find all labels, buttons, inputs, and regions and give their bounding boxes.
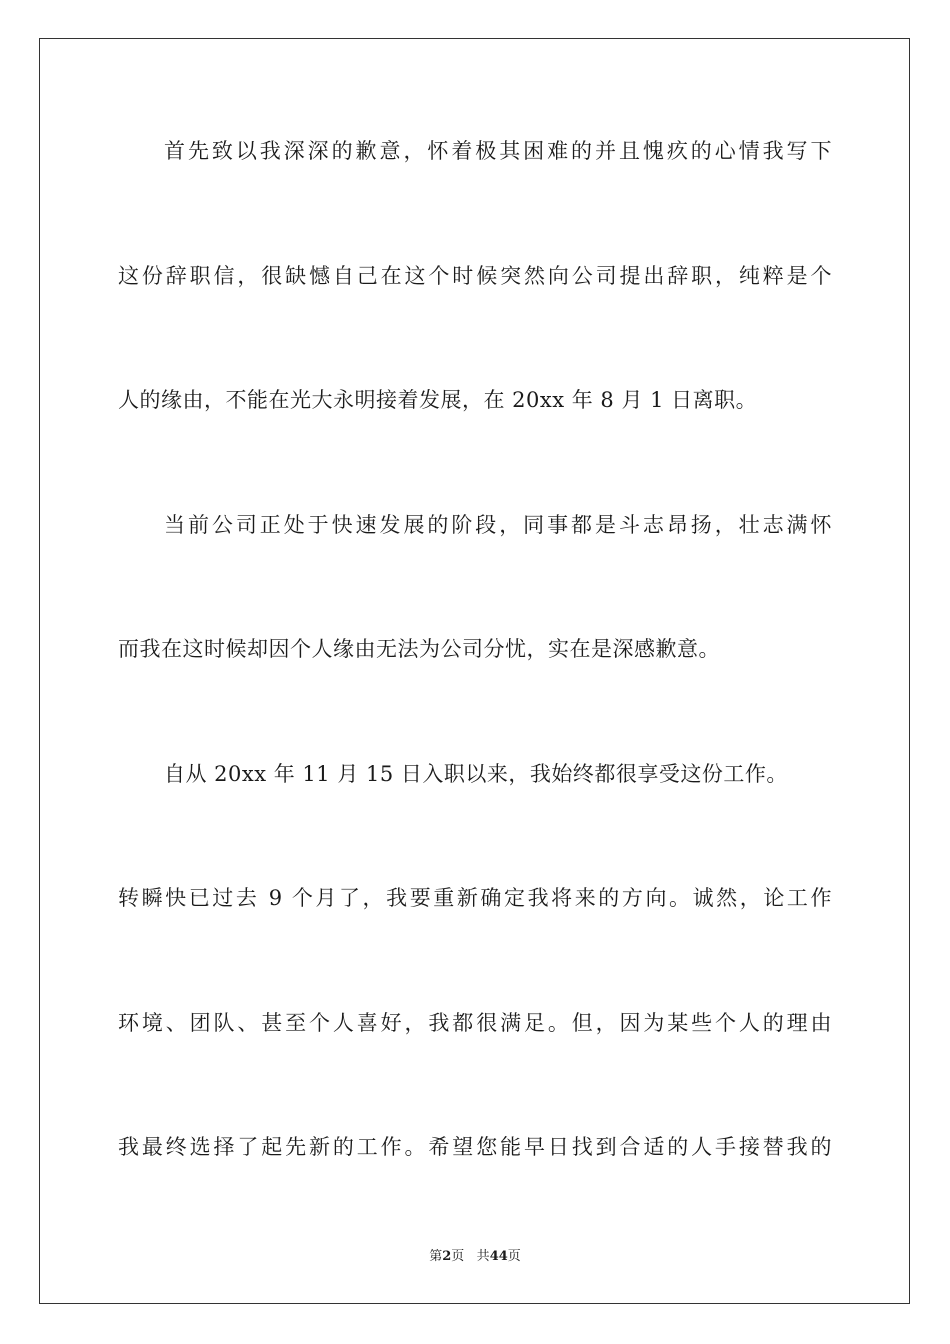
paragraph-2-line-1: 当前公司正处于快速发展的阶段，同事都是斗志昂扬，壮志满怀 [164,513,832,537]
paragraph-2-line-2: 而我在这时候却因个人缘由无法为公司分忧，实在是深感歉意。 [118,637,720,661]
page-frame [39,38,910,1304]
paragraph-3-line-2: 转瞬快已过去 9 个月了，我要重新确定我将来的方向。诚然，论工作 [118,886,832,910]
paragraph-3-line-4: 我最终选择了起先新的工作。希望您能早日找到合适的人手接替我的 [118,1135,832,1159]
total-prefix: 共 [476,1249,490,1264]
total-pages: 44 [489,1249,508,1264]
page-footer [0,1248,950,1266]
page-suffix: 页 [451,1249,465,1264]
page-prefix: 第 [429,1249,443,1264]
paragraph-3-line-1: 自从 20xx 年 11 月 15 日入职以来，我始终都很享受这份工作。 [164,762,788,786]
paragraph-1-line-3: 人的缘由，不能在光大永明接着发展，在 20xx 年 8 月 1 日离职。 [118,388,758,412]
paragraph-1-line-2: 这份辞职信，很缺憾自己在这个时候突然向公司提出辞职，纯粹是个 [118,264,832,288]
total-suffix: 页 [507,1249,521,1264]
page-number: 2 [442,1249,452,1264]
paragraph-3-line-3: 环境、团队、甚至个人喜好，我都很满足。但，因为某些个人的理由 [118,1011,832,1035]
paragraph-1-line-1: 首先致以我深深的歉意，怀着极其困难的并且愧疚的心情我写下 [164,139,832,163]
